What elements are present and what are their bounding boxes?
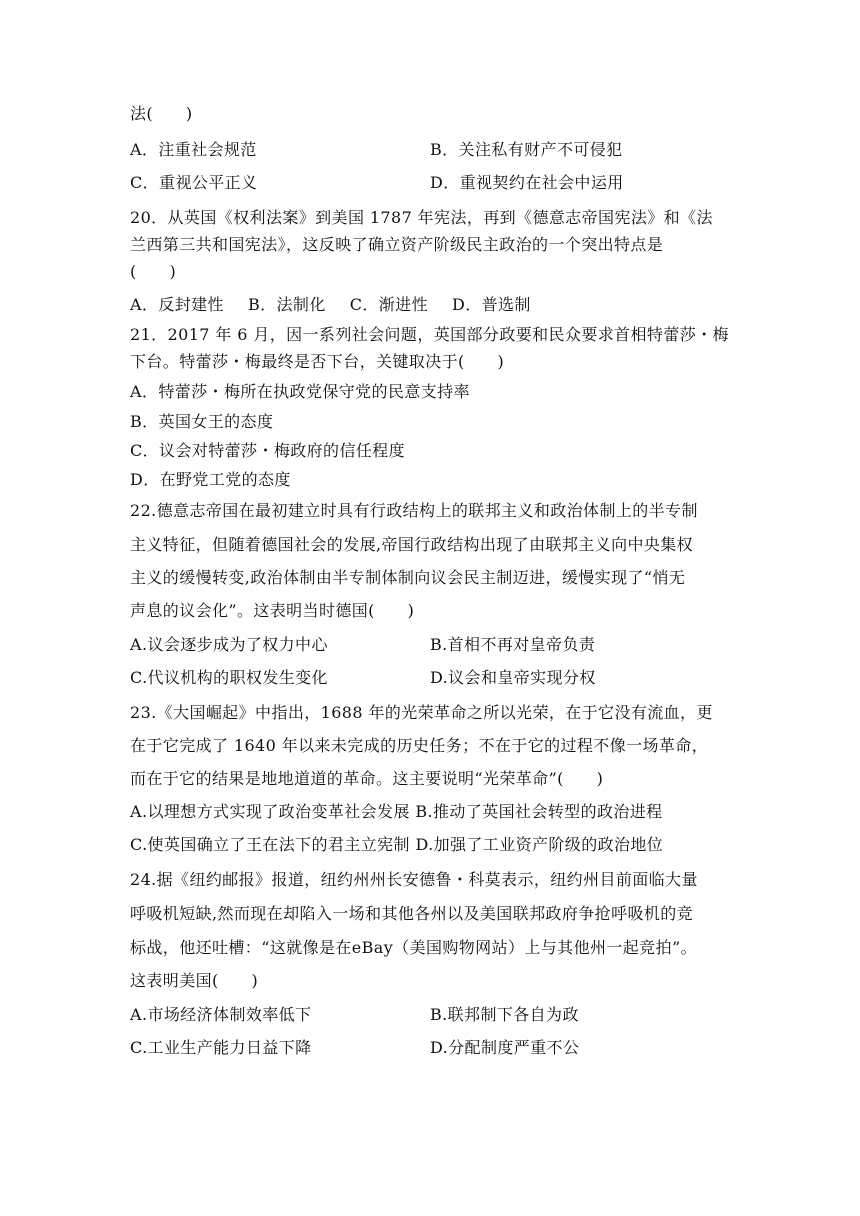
q24-option-b: B.联邦制下各自为政 [430, 1005, 579, 1024]
q23-stem-line: 在于它完成了 1640 年以来未完成的历史任务；不在于它的过程不像一场革命， [130, 736, 709, 755]
q20-stem-line: 兰西第三共和国宪法》，这反映了确立资产阶级民主政治的一个突出特点是 [130, 235, 664, 254]
q24-option-a: A.市场经济体制效率低下 [130, 1005, 312, 1024]
q22-stem-line: 主义特征，但随着德国社会的发展,帝国行政结构出现了由联邦主义向中央集权 [130, 535, 694, 554]
q19-stem-tail: 法( ) [130, 104, 193, 123]
q20-option-c: C．渐进性 [349, 295, 428, 314]
q24-stem-line: 标战，他还吐槽：“这就像是在eBay（美国购物网站）上与其他州一起竞拍”。 [130, 938, 697, 957]
q23-stem-line: 而在于它的结果是地地道道的革命。这主要说明“光荣革命”( ) [130, 769, 604, 788]
q21-stem-line: 21．2017 年 6 月，因一系列社会问题，英国部分政要和民众要求首相特蕾莎・梅 [130, 325, 729, 344]
q22-option-a: A.议会逐步成为了权力中心 [130, 635, 328, 654]
q24-stem-line: 呼吸机短缺,然而现在却陷入一场和其他各州以及美国联邦政府争抢呼吸机的竞 [130, 904, 694, 923]
q20-option-d: D．普选制 [451, 295, 531, 314]
q23-stem-line: 23.《大国崛起》中指出，1688 年的光荣革命之所以光荣，在于它没有流血，更 [130, 703, 713, 722]
q22-stem-line: 22.德意志帝国在最初建立时具有行政结构上的联邦主义和政治体制上的半专制 [130, 501, 698, 520]
q20-options-row [130, 294, 555, 316]
q21-stem-line: 下台。特蕾莎・梅最终是否下台，关键取决于( ) [130, 352, 505, 371]
q20-option-a: A．反封建性 [130, 295, 224, 314]
q20-option-b: B．法制化 [247, 295, 326, 314]
q23-options-cd: C.使英国确立了王在法下的君主立宪制 D.加强了工业资产阶级的政治地位 [130, 835, 664, 854]
q22-option-c: C.代议机构的职权发生变化 [130, 668, 328, 687]
q24-option-c: C.工业生产能力日益下降 [130, 1038, 312, 1057]
q22-option-b: B.首相不再对皇帝负责 [430, 635, 596, 654]
q21-option-b: B．英国女王的态度 [130, 412, 274, 431]
q20-stem-line: ( ) [130, 262, 177, 281]
q21-option-d: D．在野党工党的态度 [130, 470, 291, 489]
q24-option-d: D.分配制度严重不公 [430, 1038, 580, 1057]
q22-stem-line: 主义的缓慢转变,政治体制由半专制体制向议会民主制迈进，缓慢实现了“悄无 [130, 568, 686, 587]
q19-option-d: D．重视契约在社会中运用 [430, 173, 624, 192]
q20-stem-line: 20．从英国《权利法案》到美国 1787 年宪法，再到《德意志帝国宪法》和《法 [130, 208, 713, 227]
q19-option-a: A．注重社会规范 [130, 140, 257, 159]
q19-option-b: B．关注私有财产不可侵犯 [430, 140, 623, 159]
q23-options-ab: A.以理想方式实现了政治变革社会发展 B.推动了英国社会转型的政治进程 [130, 802, 663, 821]
q22-option-d: D.议会和皇帝实现分权 [430, 668, 596, 687]
q19-option-c: C．重视公平正义 [130, 173, 258, 192]
q24-stem-line: 这表明美国( ) [130, 971, 259, 990]
q22-stem-line: 声息的议会化”。这表明当时德国( ) [130, 601, 415, 620]
q21-option-c: C．议会对特蕾莎・梅政府的信任程度 [130, 441, 406, 460]
q21-option-a: A．特蕾莎・梅所在执政党保守党的民意支持率 [130, 382, 470, 401]
q24-stem-line: 24.据《纽约邮报》报道，纽约州州长安德鲁・科莫表示，纽约州目前面临大量 [130, 870, 698, 889]
